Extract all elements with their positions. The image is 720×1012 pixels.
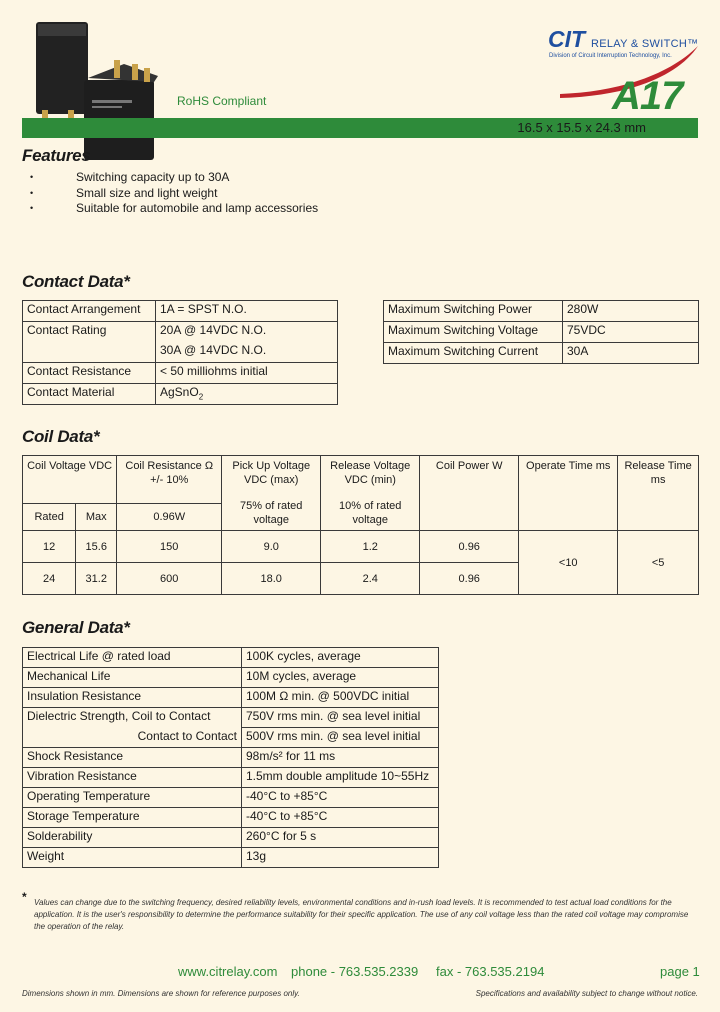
contact-value: < 50 milliohms initial — [156, 363, 338, 384]
coil-title: Coil Data* — [22, 427, 100, 446]
coil-table — [22, 455, 699, 595]
general-label: Operating Temperature — [23, 788, 242, 808]
switching-value: 30A — [563, 343, 699, 364]
general-label: Contact to Contact — [23, 728, 242, 748]
contact-label: Contact Resistance — [23, 363, 156, 384]
footer-web-link[interactable]: www.citrelay.com — [178, 964, 278, 979]
general-label: Solderability — [23, 828, 242, 848]
contact-material-value: AgSnO$_2$ — [156, 384, 338, 405]
coil-header-resistance: Coil Resistance Ω +/- 10% — [117, 456, 222, 504]
general-value: 500V rms min. @ sea level initial — [242, 728, 439, 748]
general-value: 100M Ω min. @ 500VDC initial — [242, 688, 439, 708]
coil-header-power: Coil Power W — [420, 456, 519, 531]
rohs-label: RoHS Compliant — [177, 94, 267, 108]
footer-phone: phone - 763.535.2339 — [291, 964, 419, 979]
coil-cell: 2.4 — [321, 563, 420, 595]
general-value: 750V rms min. @ sea level initial — [242, 708, 439, 728]
switching-label: Maximum Switching Current — [384, 343, 563, 364]
coil-operate-time: <10 — [519, 531, 618, 595]
coil-cell: 24 — [23, 563, 76, 595]
switching-table — [383, 300, 699, 364]
general-label: Insulation Resistance — [23, 688, 242, 708]
coil-release-time: <5 — [618, 531, 699, 595]
logo-relay-switch: RELAY & SWITCH™ — [591, 38, 699, 50]
general-value: 13g — [242, 848, 439, 868]
coil-cell: 0.96 — [420, 563, 519, 595]
coil-sub-rated: Rated — [23, 503, 76, 530]
general-value: 10M cycles, average — [242, 668, 439, 688]
coil-cell: 1.2 — [321, 531, 420, 563]
contact-value: 1A = SPST N.O. — [156, 301, 338, 322]
switching-value: 280W — [563, 301, 699, 322]
logo-cit: CIT — [548, 26, 586, 52]
general-value: 98m/s² for 11 ms — [242, 748, 439, 768]
dimensions: 16.5 x 15.5 x 24.3 mm — [517, 120, 646, 135]
logo-division: Division of Circuit Interruption Technology, Inc. — [549, 53, 672, 59]
footer-fax: fax - 763.535.2194 — [436, 964, 545, 979]
general-label: Shock Resistance — [23, 748, 242, 768]
general-value: 260°C for 5 s — [242, 828, 439, 848]
contact-label: Contact Material — [23, 384, 156, 405]
coil-cell: 12 — [23, 531, 76, 563]
coil-cell: 18.0 — [222, 563, 321, 595]
coil-cell: 31.2 — [76, 563, 117, 595]
contact-value: 30A @ 14VDC N.O. — [156, 342, 338, 363]
page-number: page 1 — [660, 964, 700, 979]
footer-dimensions-note: Dimensions shown in mm. Dimensions are shown for reference purposes only. — [22, 989, 300, 998]
coil-header-pickup: Pick Up Voltage VDC (max) 75% of rated voltage — [222, 456, 321, 531]
general-label: Dielectric Strength, Coil to Contact — [23, 708, 242, 728]
general-label: Electrical Life @ rated load — [23, 648, 242, 668]
general-title: General Data* — [22, 618, 130, 637]
general-value: -40°C to +85°C — [242, 808, 439, 828]
model-number: A17 — [612, 74, 683, 118]
features-title: Features — [22, 146, 91, 165]
coil-sub-max: Max — [76, 503, 117, 530]
contact-table — [22, 300, 338, 405]
feature-item: • Switching capacity up to 30A — [30, 170, 318, 186]
coil-header-release-time: Release Time ms — [618, 456, 699, 531]
coil-cell: 150 — [117, 531, 222, 563]
feature-item: • Small size and light weight — [30, 186, 318, 202]
general-label: Weight — [23, 848, 242, 868]
general-label: Vibration Resistance — [23, 768, 242, 788]
note-asterisk: * — [22, 890, 27, 904]
coil-cell: 9.0 — [222, 531, 321, 563]
note-text: Values can change due to the switching frequency, desired reliability levels, environmental conditions and in-rush load levels. It is recommended to test actual load conditions for the application. It is the user's responsibility to determine the performance suitability for their specific application. The use of any coil voltage less than the rated coil voltage may compromise the operation of the relay. — [34, 898, 689, 931]
features-list — [30, 170, 318, 217]
coil-header-voltage: Coil Voltage VDC — [23, 456, 117, 504]
feature-item: • Suitable for automobile and lamp accessories — [30, 201, 318, 217]
coil-cell: 15.6 — [76, 531, 117, 563]
contact-value: 20A @ 14VDC N.O. — [156, 322, 338, 343]
general-label: Mechanical Life — [23, 668, 242, 688]
relay-product-image — [28, 20, 178, 160]
contact-label: Contact Arrangement — [23, 301, 156, 322]
coil-header-release: Release Voltage VDC (min) 10% of rated voltage — [321, 456, 420, 531]
general-value: 1.5mm double amplitude 10~55Hz — [242, 768, 439, 788]
general-value: 100K cycles, average — [242, 648, 439, 668]
general-value: -40°C to +85°C — [242, 788, 439, 808]
general-label: Storage Temperature — [23, 808, 242, 828]
coil-cell: 0.96 — [420, 531, 519, 563]
coil-sub-resistance: 0.96W — [117, 503, 222, 530]
coil-cell: 600 — [117, 563, 222, 595]
general-table — [22, 647, 439, 868]
contact-title: Contact Data* — [22, 272, 130, 291]
switching-label: Maximum Switching Power — [384, 301, 563, 322]
coil-header-operate: Operate Time ms — [519, 456, 618, 531]
contact-label: Contact Rating — [23, 322, 156, 363]
footer-specs-note: Specifications and availability subject to change without notice. — [475, 989, 698, 998]
switching-value: 75VDC — [563, 322, 699, 343]
switching-label: Maximum Switching Voltage — [384, 322, 563, 343]
